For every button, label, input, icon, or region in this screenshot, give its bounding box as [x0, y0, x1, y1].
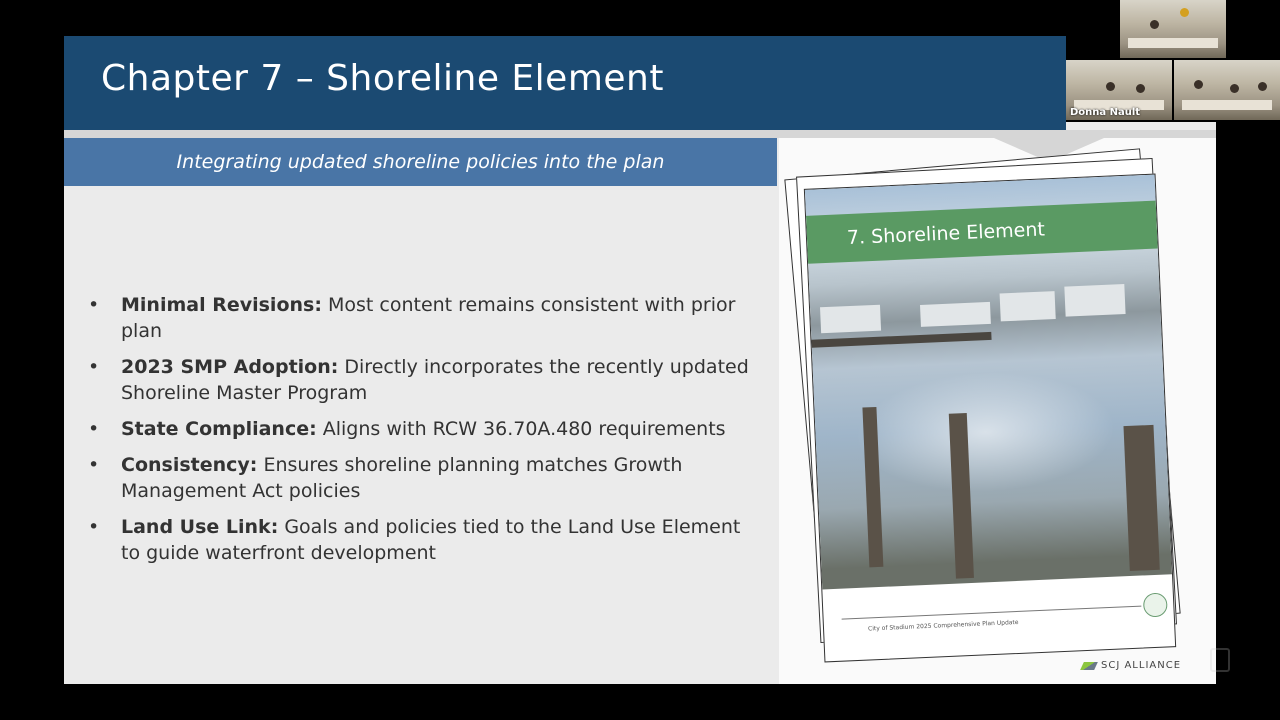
pier	[811, 332, 991, 348]
title-bar	[64, 36, 1066, 130]
marina-building	[920, 302, 991, 327]
bullet-label: Consistency:	[121, 454, 258, 476]
video-tile[interactable]	[1174, 60, 1280, 120]
bullet-item	[88, 292, 758, 344]
slide-title: Chapter 7 – Shoreline Element	[101, 58, 664, 99]
cover-footer-text: City of Stadium 2025 Comprehensive Plan Update	[867, 618, 1019, 633]
video-tile[interactable]	[1120, 0, 1226, 58]
bullet-text: Ensures shoreline planning matches Growth Management Act policies	[121, 454, 683, 502]
participant-figure	[1136, 84, 1145, 93]
bullet-label: State Compliance:	[121, 418, 317, 440]
bullet-item	[88, 416, 758, 442]
participant-figure	[1258, 82, 1267, 91]
participant-figure	[1180, 8, 1189, 17]
participant-name: Donna Nault	[1070, 107, 1141, 118]
slide-subtitle: Integrating updated shoreline policies into the plan	[176, 151, 665, 173]
video-tile[interactable]	[1066, 60, 1172, 120]
conference-table	[1128, 38, 1218, 48]
wooden-piling	[1123, 425, 1159, 571]
bullet-text: Most content remains consistent with prior plan	[121, 294, 736, 342]
conference-table	[1182, 100, 1272, 110]
bullet-item	[88, 354, 758, 406]
participant-figure	[1106, 82, 1115, 91]
bullet-text: Goals and policies tied to the Land Use Element to guide waterfront development	[121, 516, 741, 564]
brand-mark-icon	[1080, 662, 1098, 670]
participant-figure	[1194, 80, 1203, 89]
marina-building	[1000, 291, 1056, 321]
document-cover-stack	[804, 163, 1214, 673]
presentation-slide	[64, 36, 1216, 684]
city-seal-icon	[1143, 592, 1168, 617]
participant-figure	[1230, 84, 1239, 93]
bullet-item	[88, 514, 758, 566]
bullet-text: Directly incorporates the recently updated Shoreline Master Program	[121, 356, 749, 404]
brand-logo	[1082, 660, 1181, 671]
video-call-panel	[1066, 0, 1280, 122]
bullet-label: Minimal Revisions:	[121, 294, 322, 316]
brand-name: SCJ ALLIANCE	[1101, 660, 1182, 671]
marina-building	[1064, 284, 1125, 317]
bullet-item	[88, 452, 758, 504]
bullet-label: Land Use Link:	[121, 516, 279, 538]
bullet-label: 2023 SMP Adoption:	[121, 356, 339, 378]
bullet-list	[88, 292, 758, 576]
participant-figure	[1150, 20, 1159, 29]
bullet-text: Aligns with RCW 36.70A.480 requirements	[316, 418, 726, 440]
cover-footer-divider	[842, 606, 1142, 620]
cloud-reflection	[853, 367, 1118, 498]
subtitle-bar	[64, 138, 777, 186]
watermark-icon	[1210, 648, 1230, 672]
document-cover	[804, 174, 1176, 663]
marina-building	[820, 305, 881, 334]
cover-title: 7. Shoreline Element	[846, 218, 1046, 250]
title-divider	[64, 130, 1216, 138]
